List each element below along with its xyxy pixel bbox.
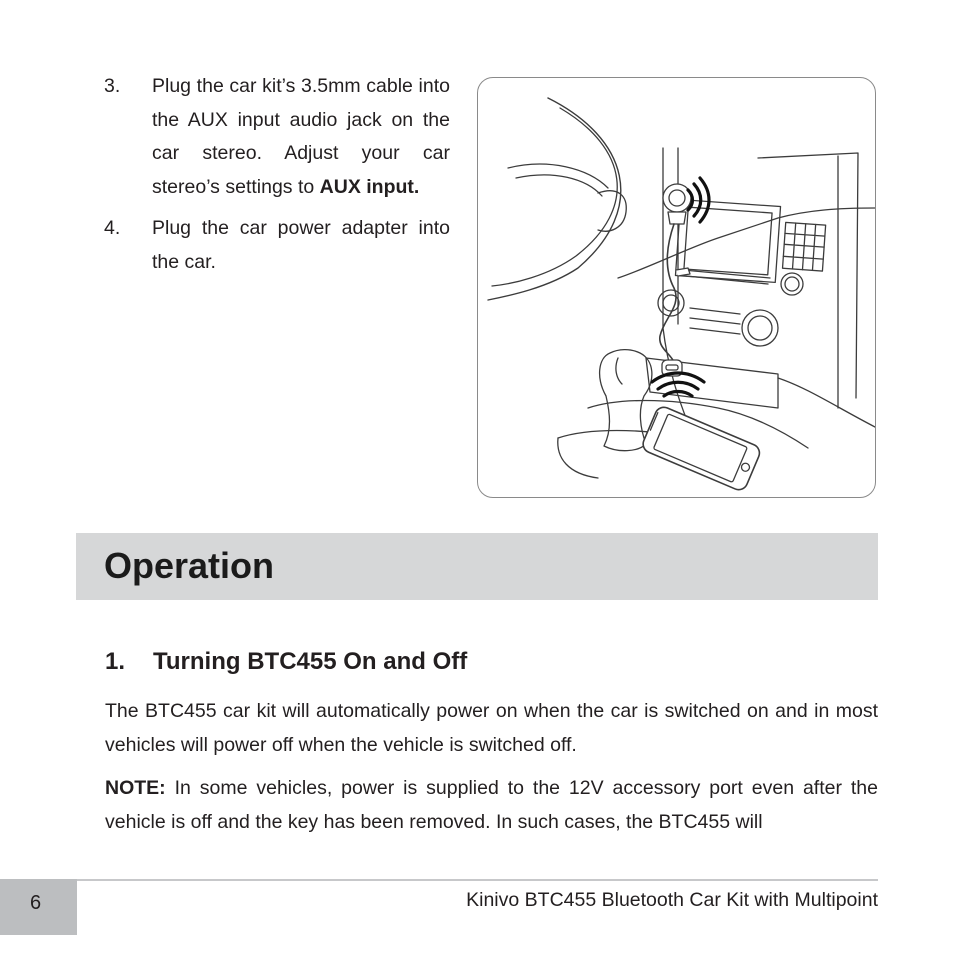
step-4	[104, 212, 450, 279]
step-number: 3.	[104, 75, 121, 97]
step-3	[104, 70, 450, 204]
step-text: Plug the car power adapter into the car.	[152, 217, 450, 273]
note-label: NOTE:	[105, 777, 166, 799]
smartphone	[640, 405, 762, 493]
subsection-title: Turning BTC455 On and Off	[153, 648, 468, 675]
step-number: 4.	[104, 217, 121, 239]
note-text: In some vehicles, power is supplied to the 12V accessory port even after the vehicle is off and the key has been removed. In such cases, the BTC455 will	[105, 777, 878, 833]
body-paragraph: The BTC455 car kit will automatically power on when the car is switched on and in most vehicles will power off when the vehicle is switched off.	[105, 700, 878, 756]
steering-wheel	[488, 98, 621, 300]
step-text: Plug the car kit’s 3.5mm cable into the AUX input audio jack on the car stereo. Adjust your car stereo’s settings to AUX input.	[152, 75, 450, 198]
subsection-heading	[105, 646, 467, 678]
note-paragraph	[105, 771, 878, 839]
page-number: 6	[30, 892, 42, 914]
subsection-number: 1.	[105, 648, 126, 675]
section-header	[76, 533, 878, 600]
footer-title: Kinivo BTC455 Bluetooth Car Kit with Multipoint	[466, 889, 878, 911]
car-installation-illustration	[477, 77, 876, 498]
page-number-box	[0, 879, 77, 935]
section-title: Operation	[104, 545, 275, 586]
footer-divider	[76, 879, 878, 881]
instruction-steps	[104, 70, 450, 287]
aux-input-emphasis: AUX input.	[319, 175, 420, 198]
aux-receiver	[663, 184, 691, 212]
